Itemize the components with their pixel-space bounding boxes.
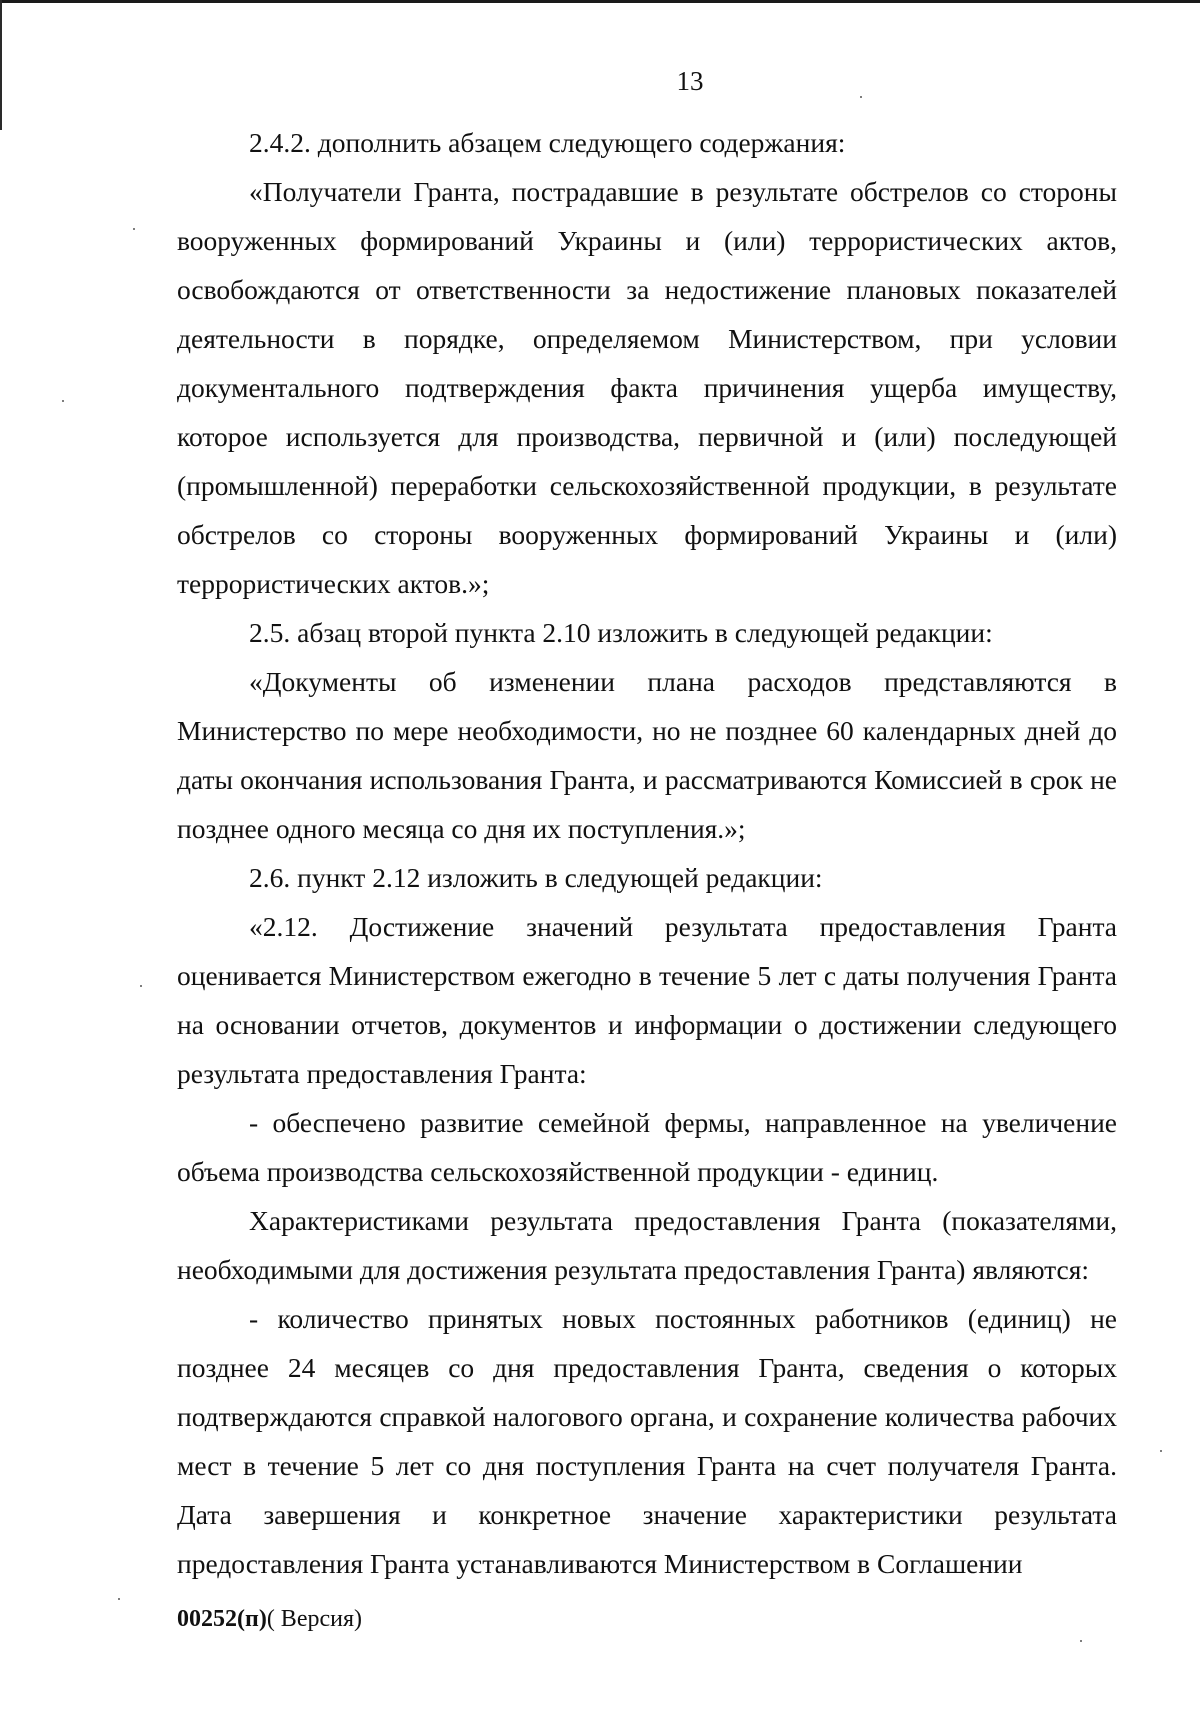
- scan-speck: [62, 400, 64, 402]
- document-body: [177, 118, 1117, 1588]
- paragraph-employees-item: - количество принятых новых постоянных работников (единиц) не позднее 24 месяцев со дня предоставления Гранта, сведения о которых подтверждаются справкой налогового органа, и сохранение количества рабочих мест в течение 5 лет со дня поступления Гранта на счет получателя Гранта. Дата завершения и конкретное значение характеристики результата предоставления Гранта устанавливаются Министерством в Соглашении: [177, 1303, 1117, 1579]
- scan-left-edge: [0, 0, 2, 130]
- paragraph-2-4-2: 2.4.2. дополнить абзацем следующего содержания:: [249, 127, 846, 158]
- paragraph-grant-recipients-quote: «Получатели Гранта, пострадавшие в результате обстрелов со стороны вооруженных формирований Украины и (или) террористических актов, освобождаются от ответственности за недостижение плановых показателей деятельности в порядке, определяемом Министерством, при условии документального подтверждения факта причинения ущерба имуществу, которое используется для производства, первичной и (или) последующей (промышленной) переработки сельскохозяйственной продукции, в результате обстрелов со стороны вооруженных формирований Украины и (или) террористических актов.»;: [177, 176, 1117, 599]
- document-code: 00252(п): [177, 1606, 267, 1632]
- document-footer: [177, 1606, 362, 1633]
- paragraph-2-5: 2.5. абзац второй пункта 2.10 изложить в следующей редакции:: [249, 617, 993, 648]
- scan-speck: [860, 96, 862, 98]
- scan-speck: [1160, 1450, 1162, 1452]
- paragraph-characteristics: Характеристиками результата предоставления Гранта (показателями, необходимыми для достижения результата предоставления Гранта) являются:: [177, 1205, 1117, 1285]
- paragraph-2-6: 2.6. пункт 2.12 изложить в следующей редакции:: [249, 862, 823, 893]
- paragraph-family-farm-item: - обеспечено развитие семейной фермы, направленное на увеличение объема производства сельскохозяйственной продукции - единиц.: [177, 1107, 1117, 1187]
- page-number: 13: [676, 66, 704, 96]
- scan-speck: [133, 228, 135, 230]
- scan-speck: [1080, 1640, 1082, 1642]
- scan-speck: [118, 1598, 120, 1600]
- scan-speck: [140, 985, 142, 987]
- paragraph-2-12-quote: «2.12. Достижение значений результата предоставления Гранта оценивается Министерством ежегодно в течение 5 лет с даты получения Гранта на основании отчетов, документов и информации о достижении следующего результата предоставления Гранта:: [177, 911, 1117, 1089]
- paragraph-documents-quote: «Документы об изменении плана расходов представляются в Министерство по мере необходимости, но не позднее 60 календарных дней до даты окончания использования Гранта, и рассматриваются Комиссией в срок не позднее одного месяца со дня их поступления.»;: [177, 666, 1117, 844]
- document-version: ( Версия): [266, 1606, 362, 1632]
- scan-top-edge: [0, 0, 1200, 3]
